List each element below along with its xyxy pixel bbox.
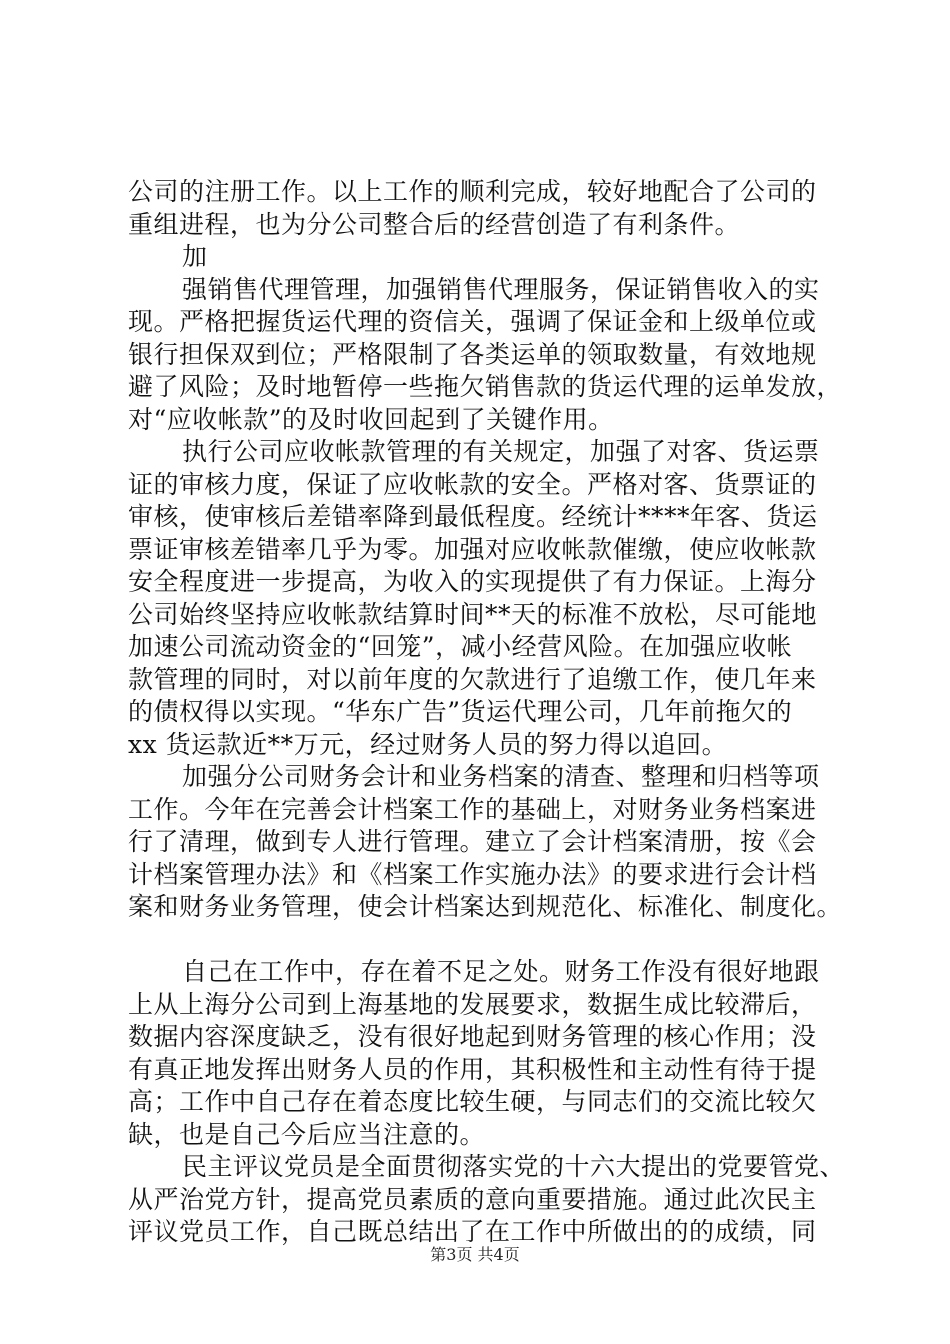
text-line: 重组进程，也为分公司整合后的经营创造了有利条件。: [128, 209, 741, 239]
text-line: 加: [182, 242, 208, 271]
text-line: 审核，使审核后差错率降到最低程度。经统计****年客、货运: [128, 502, 818, 531]
text-line: 的债权得以实现。“华东广告”货运代理公司，几年前拖欠的: [128, 697, 793, 726]
paragraph-start-line: 民主评议党员是全面贯彻落实党的十六大提出的党要管党、: [182, 1152, 846, 1181]
paragraph-start-line: 自己在工作中，存在着不足之处。财务工作没有很好地跟: [182, 957, 820, 986]
text-line: 有真正地发挥出财务人员的作用，其积极性和主动性有待于提: [128, 1054, 817, 1084]
text-line: 上从上海分公司到上海基地的发展要求，数据生成比较滞后，: [128, 989, 817, 1019]
text-line: 银行担保双到位；严格限制了各类运单的领取数量，有效地规: [128, 339, 817, 369]
text-line: 避了风险；及时地暂停一些拖欠销售款的货运代理的运单发放，: [128, 372, 843, 401]
text-line: 行了清理，做到专人进行管理。建立了会计档案清册，按《会: [128, 827, 817, 856]
text-line: 计档案管理办法》和《档案工作实施办法》的要求进行会计档: [128, 859, 817, 889]
text-line: 从严治党方针，提高党员素质的意向重要措施。通过此次民主: [128, 1184, 817, 1214]
text-line: 工作。今年在完善会计档案工作的基础上，对财务业务档案进: [128, 794, 817, 824]
text-line: 案和财务业务管理，使会计档案达到规范化、标准化、制度化。: [128, 892, 843, 921]
paragraph-start-line: 加强分公司财务会计和业务档案的清查、整理和归档等项: [182, 762, 820, 791]
text-line: 加速公司流动资金的“回笼”，减小经营风险。在加强应收帐: [128, 632, 793, 661]
document-body: [128, 176, 846, 1249]
text-line: 评议党员工作，自己既总结出了在工作中所做出的的成绩，同: [128, 1217, 817, 1246]
text-line: 高；工作中自己存在着态度比较生硬，与同志们的交流比较欠: [128, 1087, 817, 1116]
text-line: 票证审核差错率几乎为零。加强对应收帐款催缴，使应收帐款: [128, 534, 817, 564]
text-line: 公司的注册工作。以上工作的顺利完成，较好地配合了公司的: [128, 177, 817, 206]
text-line: 数据内容深度缺乏，没有很好地起到财务管理的核心作用；没: [128, 1022, 817, 1051]
text-line: 对“应收帐款”的及时收回起到了关键作用。: [128, 404, 614, 434]
blank-line: [128, 924, 828, 957]
text-line: 缺，也是自己今后应当注意的。: [128, 1119, 486, 1149]
text-line: 现。严格把握货运代理的资信关，强调了保证金和上级单位或: [128, 307, 817, 336]
text-line: 证的审核力度，保证了应收帐款的安全。严格对客、货票证的: [128, 469, 817, 499]
page-number-footer: 第3页 共4页: [430, 1245, 520, 1264]
paragraph-start-line: 强销售代理管理，加强销售代理服务，保证销售收入的实: [182, 274, 820, 304]
text-line: 款管理的同时，对以前年度的欠款进行了追缴工作，使几年来: [128, 664, 817, 694]
paragraph-start-line: 执行公司应收帐款管理的有关规定，加强了对客、货运票: [182, 437, 820, 466]
text-line: 公司始终坚持应收帐款结算时间**天的标准不放松，尽可能地: [128, 599, 818, 629]
text-line: 安全程度进一步提高，为收入的实现提供了有力保证。上海分: [128, 567, 817, 596]
text-line: xx 货运款近**万元，经过财务人员的努力得以追回。: [128, 729, 728, 759]
